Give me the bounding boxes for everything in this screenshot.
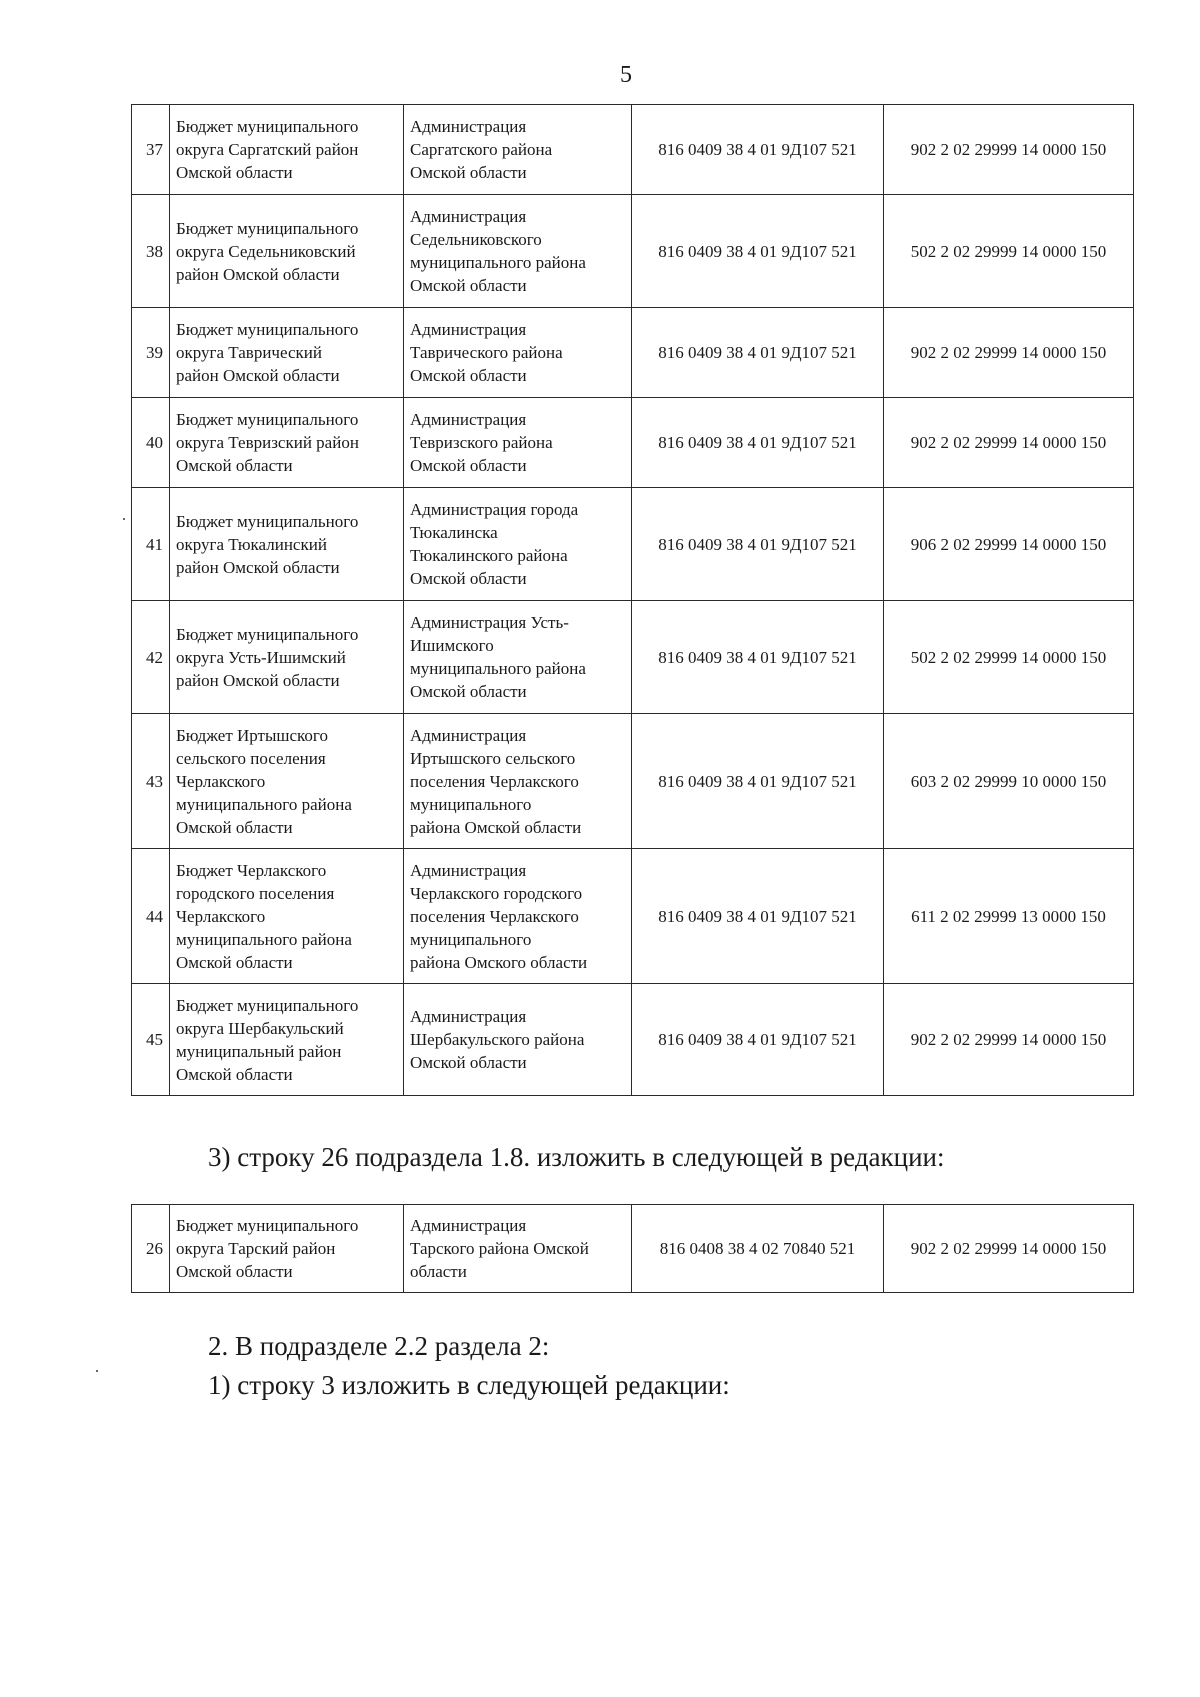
revenue-code-cell: 906 2 02 29999 14 0000 150 (884, 488, 1134, 601)
budget-cell: Бюджет муниципального округа Седельниковский район Омской области (170, 195, 404, 308)
scan-speck (123, 518, 125, 520)
administrator-cell: Администрация Усть- Ишимского муниципального района Омской области (404, 601, 632, 714)
expense-code-cell: 816 0409 38 4 01 9Д107 521 (632, 398, 884, 488)
revenue-code-cell: 902 2 02 29999 14 0000 150 (884, 398, 1134, 488)
paragraph-row-26-heading: 3) строку 26 подраздела 1.8. изложить в следующей в редакции: (208, 1142, 945, 1172)
administrator-cell: Администрация Иртышского сельского поселения Черлакского муниципального района Омской области (404, 714, 632, 849)
table-row (132, 1205, 1134, 1293)
expense-code-cell: 816 0409 38 4 01 9Д107 521 (632, 308, 884, 398)
budget-cell: Бюджет муниципального округа Тевризский район Омской области (170, 398, 404, 488)
revenue-code-cell: 902 2 02 29999 14 0000 150 (884, 308, 1134, 398)
revenue-code-cell: 902 2 02 29999 14 0000 150 (884, 984, 1134, 1096)
budget-cell: Бюджет муниципального округа Таврический район Омской области (170, 308, 404, 398)
administrator-cell: Администрация Таврического района Омской области (404, 308, 632, 398)
scan-speck (96, 1370, 98, 1372)
row-number-cell: 26 (132, 1205, 170, 1293)
row-number-cell: 38 (132, 195, 170, 308)
table-row (132, 849, 1134, 984)
row-number-cell: 39 (132, 308, 170, 398)
administrator-cell: Администрация города Тюкалинска Тюкалинского района Омской области (404, 488, 632, 601)
expense-code-cell: 816 0409 38 4 01 9Д107 521 (632, 984, 884, 1096)
table-row (132, 984, 1134, 1096)
table-row (132, 195, 1134, 308)
expense-code-cell: 816 0409 38 4 01 9Д107 521 (632, 488, 884, 601)
revenue-code-cell: 902 2 02 29999 14 0000 150 (884, 105, 1134, 195)
row-number-cell: 44 (132, 849, 170, 984)
table-row (132, 398, 1134, 488)
budget-table (131, 104, 1134, 1096)
budget-cell: Бюджет муниципального округа Тарский район Омской области (170, 1205, 404, 1293)
table-row (132, 488, 1134, 601)
row-number-cell: 42 (132, 601, 170, 714)
budget-cell: Бюджет Иртышского сельского поселения Черлакского муниципального района Омской области (170, 714, 404, 849)
budget-cell: Бюджет Черлакского городского поселения Черлакского муниципального района Омской области (170, 849, 404, 984)
row-26-table-body (132, 1205, 1134, 1293)
revenue-code-cell: 603 2 02 29999 10 0000 150 (884, 714, 1134, 849)
budget-cell: Бюджет муниципального округа Шербакульский муниципальный район Омской области (170, 984, 404, 1096)
expense-code-cell: 816 0409 38 4 01 9Д107 521 (632, 714, 884, 849)
table-row (132, 714, 1134, 849)
administrator-cell: Администрация Черлакского городского поселения Черлакского муниципального района Омского области (404, 849, 632, 984)
budget-cell: Бюджет муниципального округа Саргатский район Омской области (170, 105, 404, 195)
administrator-cell: Администрация Седельниковского муниципального района Омской области (404, 195, 632, 308)
row-number-cell: 40 (132, 398, 170, 488)
expense-code-cell: 816 0408 38 4 02 70840 521 (632, 1205, 884, 1293)
revenue-code-cell: 502 2 02 29999 14 0000 150 (884, 601, 1134, 714)
paragraph-row-3-heading: 1) строку 3 изложить в следующей редакции: (208, 1370, 730, 1400)
paragraph-section-2: 2. В подразделе 2.2 раздела 2: (208, 1331, 550, 1361)
expense-code-cell: 816 0409 38 4 01 9Д107 521 (632, 849, 884, 984)
expense-code-cell: 816 0409 38 4 01 9Д107 521 (632, 195, 884, 308)
revenue-code-cell: 902 2 02 29999 14 0000 150 (884, 1205, 1134, 1293)
revenue-code-cell: 502 2 02 29999 14 0000 150 (884, 195, 1134, 308)
table-row (132, 601, 1134, 714)
revenue-code-cell: 611 2 02 29999 13 0000 150 (884, 849, 1134, 984)
row-26-table (131, 1204, 1134, 1293)
administrator-cell: Администрация Шербакульского района Омской области (404, 984, 632, 1096)
expense-code-cell: 816 0409 38 4 01 9Д107 521 (632, 105, 884, 195)
table-row (132, 308, 1134, 398)
row-number-cell: 45 (132, 984, 170, 1096)
row-number-cell: 41 (132, 488, 170, 601)
administrator-cell: Администрация Тевризского района Омской области (404, 398, 632, 488)
administrator-cell: Администрация Тарского района Омской области (404, 1205, 632, 1293)
budget-table-body (132, 105, 1134, 1096)
administrator-cell: Администрация Саргатского района Омской области (404, 105, 632, 195)
expense-code-cell: 816 0409 38 4 01 9Д107 521 (632, 601, 884, 714)
budget-cell: Бюджет муниципального округа Тюкалинский район Омской области (170, 488, 404, 601)
budget-cell: Бюджет муниципального округа Усть-Ишимский район Омской области (170, 601, 404, 714)
row-number-cell: 37 (132, 105, 170, 195)
row-number-cell: 43 (132, 714, 170, 849)
page-number: 5 (620, 62, 632, 88)
table-row (132, 105, 1134, 195)
